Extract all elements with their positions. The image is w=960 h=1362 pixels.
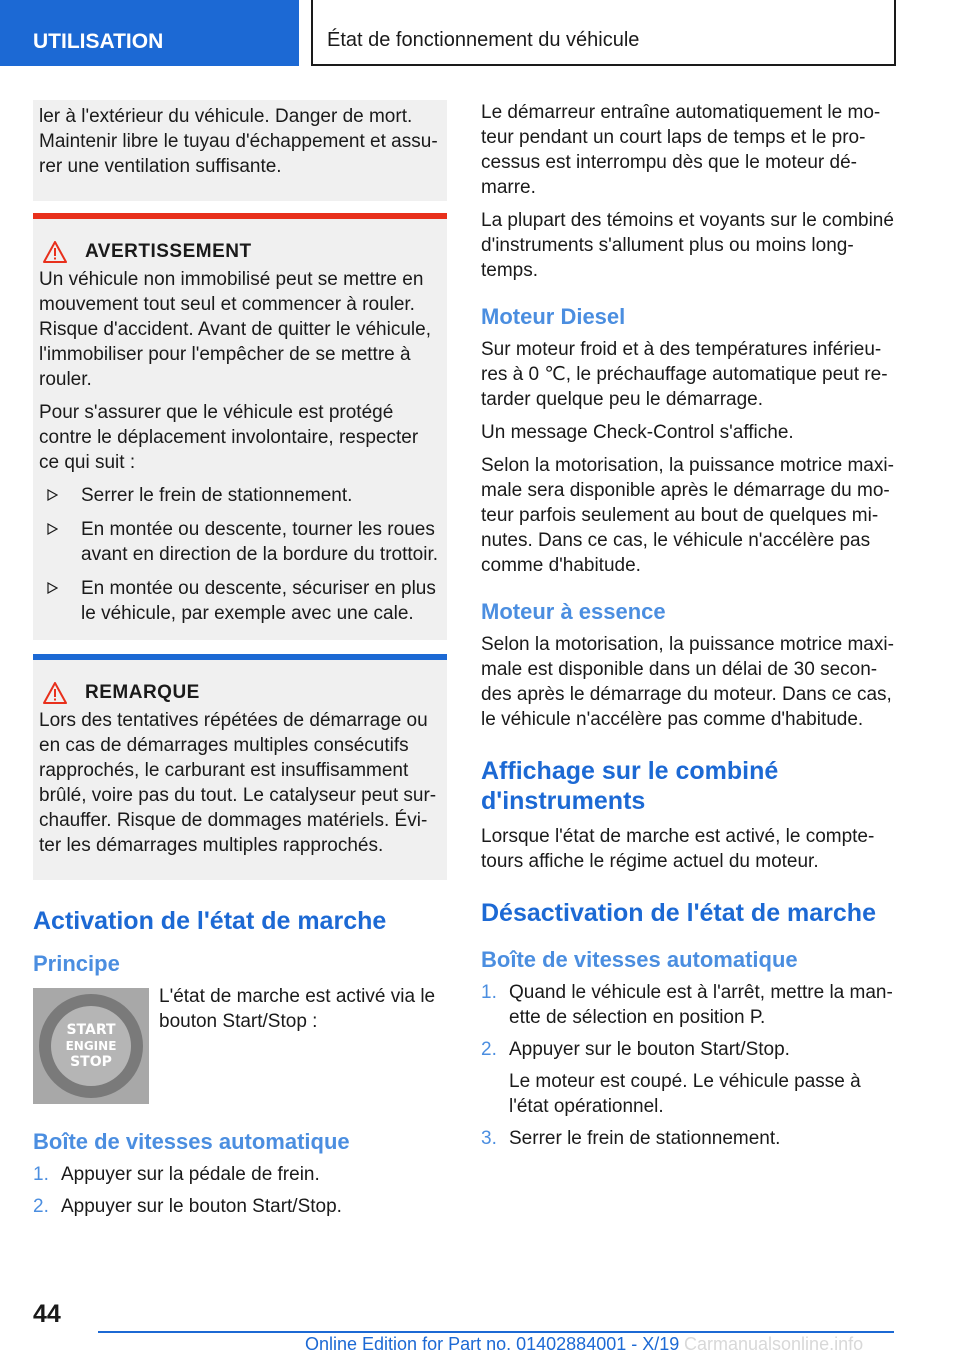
- list-item: [481, 1037, 897, 1119]
- warning-paragraph-1: Un véhicule non immobilisé peut se mettre en mouvement tout seul et commencer à rouler. Risque d'accident. Avant de quitter le véhicule, l'immobiliser pour l'empêcher de se mettre à rouler.: [39, 269, 431, 390]
- step-text: Quand le véhicule est à l'arrêt, mettre la manette de sélection en position P.: [509, 982, 893, 1028]
- list-item-text: Serrer le frein de stationnement.: [81, 485, 353, 506]
- notice-box: [33, 654, 447, 880]
- section-tab: [0, 0, 299, 66]
- principle-block: [33, 984, 447, 1104]
- right-column: [481, 100, 897, 1158]
- diesel-paragraph-3: Selon la motorisation, la puissance motrice maximale sera disponible après le démarrage du moteur parfois seulement au bout de quelques minutes. Dans ce cas, le véhicule n'accélère pas comme d'habitude.: [481, 455, 894, 576]
- notice-bar: [33, 654, 447, 660]
- deactivation-steps: [481, 980, 897, 1151]
- heading-deactivation: Désactivation de l'état de marche: [481, 899, 876, 927]
- heading-diesel: Moteur Diesel: [481, 304, 626, 329]
- chapter-header: [311, 0, 896, 66]
- triangle-bullet-icon: [47, 523, 58, 535]
- warning-paragraph-2: Pour s'assurer que le véhicule est protégé contre le déplacement involontaire, respecter ce qui suit :: [39, 402, 419, 473]
- heading-activation: Activation de l'état de marche: [33, 907, 387, 935]
- footer-rule: [98, 1331, 894, 1333]
- page-number: 44: [33, 1300, 61, 1328]
- list-item: [481, 1126, 897, 1151]
- step-number: 3.: [481, 1128, 497, 1149]
- heading-petrol: Moteur à essence: [481, 599, 666, 624]
- list-item: [33, 1194, 447, 1219]
- list-item: [33, 1162, 447, 1187]
- principle-text: L'état de marche est activé via le bouton Start/Stop :: [159, 986, 436, 1032]
- warning-triangle-icon: [43, 241, 67, 263]
- step-number: 2.: [33, 1196, 49, 1217]
- diesel-paragraph-1: Sur moteur froid et à des températures inférieures à 0 ℃, le préchauffage automatique peut retarder quelque peu le démarrage.: [481, 339, 888, 410]
- step-text: Serrer le frein de stationnement.: [509, 1128, 781, 1149]
- list-item: [39, 576, 439, 626]
- triangle-bullet-icon: [47, 489, 58, 501]
- notice-title: [43, 682, 439, 704]
- left-column: [33, 100, 447, 1226]
- watermark: Carmanualsonline.info: [684, 1334, 864, 1354]
- button-label-line: START: [66, 1022, 116, 1038]
- heading-automatic-gearbox: Boîte de vitesses automatique: [33, 1129, 350, 1154]
- warning-title-text: AVERTISSEMENT: [85, 241, 252, 262]
- warning-triangle-icon: [43, 682, 67, 704]
- notice-title-text: REMARQUE: [85, 682, 200, 703]
- step-number: 2.: [481, 1039, 497, 1060]
- starter-paragraph: Le démarreur entraîne automatiquement le moteur pendant un court laps de temps et le processus est interrompu dès que le moteur démarre.: [481, 102, 881, 198]
- display-paragraph: Lorsque l'état de marche est activé, le compte-tours affiche le régime actuel du moteur.: [481, 826, 875, 872]
- step-text: Appuyer sur la pédale de frein.: [61, 1164, 320, 1185]
- list-item: [39, 483, 439, 508]
- warning-box: [33, 213, 447, 640]
- indicators-paragraph: La plupart des témoins et voyants sur le combiné d'instruments s'allument plus ou moins longtemps.: [481, 210, 894, 281]
- heading-instrument-display: Affichage sur le combiné d'instruments: [481, 757, 779, 815]
- step-text: Appuyer sur le bouton Start/Stop.: [61, 1196, 342, 1217]
- petrol-paragraph: Selon la motorisation, la puissance motrice maximale est disponible dans un délai de 30 secondes après le démarrage du moteur. Dans ce cas, le véhicule n'accélère pas comme d'habitude.: [481, 634, 894, 730]
- step-note: Le moteur est coupé. Le véhicule passe à l'état opérationnel.: [509, 1071, 861, 1117]
- activation-steps: [33, 1162, 447, 1219]
- warning-list: [39, 483, 439, 626]
- step-text: Appuyer sur le bouton Start/Stop.: [509, 1039, 790, 1060]
- chapter-title: État de fonctionnement du véhicule: [327, 29, 640, 51]
- button-face: [51, 1006, 131, 1086]
- section-title: UTILISATION: [33, 30, 164, 53]
- intro-box: [33, 100, 447, 201]
- start-stop-button-image: [33, 988, 149, 1104]
- button-label-line: ENGINE: [65, 1039, 117, 1053]
- heading-principle: Principe: [33, 951, 120, 976]
- step-number: 1.: [33, 1164, 49, 1185]
- diesel-paragraph-2: Un message Check-Control s'affiche.: [481, 422, 794, 443]
- warning-title: [43, 241, 439, 263]
- list-item: [39, 517, 439, 567]
- list-item-text: En montée ou descente, tourner les roues avant en direction de la bordure du trottoir.: [81, 519, 439, 565]
- footer-edition: Online Edition for Part no. 01402884001 - X/19: [305, 1334, 680, 1354]
- triangle-bullet-icon: [47, 582, 58, 594]
- notice-text: Lors des tentatives répétées de démarrage ou en cas de démarrages multiples consécutifs rapprochés, le carburant est insuffisamment brûlé, voire pas du tout. Le catalyseur peut surchauffer. Risque de dommages matériels. Éviter les démarrages multiples rapprochés.: [39, 710, 437, 856]
- list-item: [481, 980, 897, 1030]
- intro-box-text: ler à l'extérieur du véhicule. Danger de mort. Maintenir libre le tuyau d'échappement et assurer une ventilation suffisante.: [39, 106, 438, 177]
- button-label-line: STOP: [70, 1054, 112, 1070]
- header-gap: [299, 0, 311, 66]
- list-item-text: En montée ou descente, sécuriser en plus le véhicule, par exemple avec une cale.: [81, 578, 436, 624]
- heading-automatic-gearbox-2: Boîte de vitesses automatique: [481, 947, 798, 972]
- step-number: 1.: [481, 982, 497, 1003]
- warning-bar: [33, 213, 447, 219]
